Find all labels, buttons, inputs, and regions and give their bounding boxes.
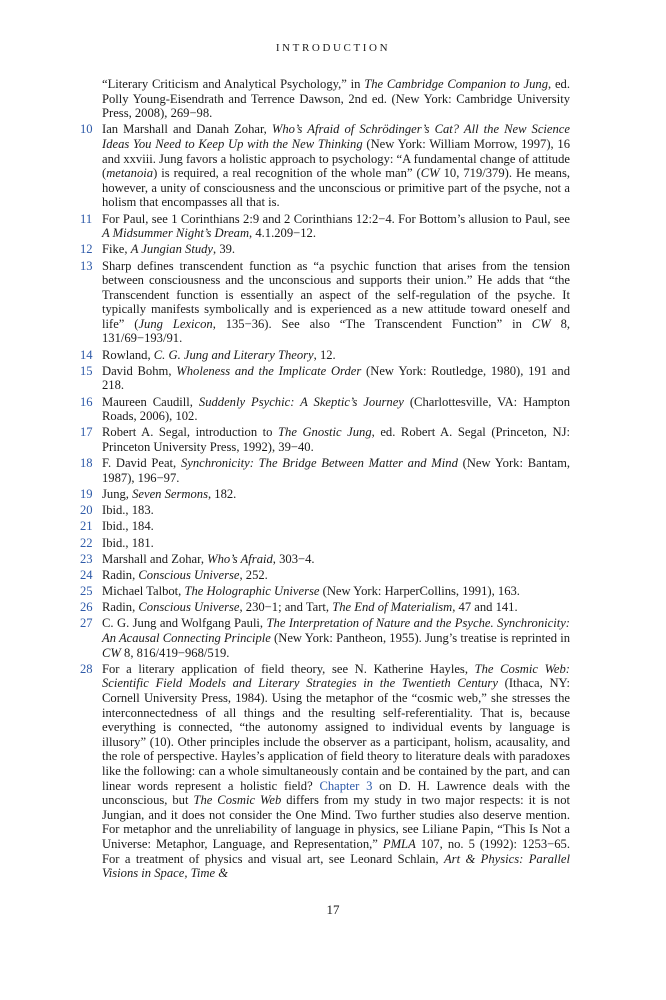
- note-text: , ed. Robert A. Segal (Princeton, NJ: Princeton University Press, 1992), 39−40.: [102, 425, 570, 454]
- endnote-number-link[interactable]: 23: [80, 551, 93, 566]
- endnote-24: [80, 568, 570, 583]
- note-text: (New York: William Morrow, 1997), 16 and xxviii. Jung favors a holistic approach to psychology: “A fundamental change of attitude (: [102, 136, 571, 181]
- endnote-number-link[interactable]: 19: [80, 486, 93, 501]
- italic-title: CW: [102, 645, 121, 660]
- note-text: Marshall and Zohar,: [102, 551, 208, 566]
- note-text: 8, 816/419−968/519.: [120, 645, 230, 660]
- endnote-number-link[interactable]: 28: [80, 661, 93, 676]
- note-text: Radin,: [102, 567, 139, 582]
- chapter-link[interactable]: Chapter 3: [319, 778, 373, 793]
- note-text: “Literary Criticism and Analytical Psychology,” in: [102, 77, 365, 91]
- endnote-12: [80, 242, 570, 257]
- note-text: (New York: Bantam, 1987), 196−97.: [102, 456, 571, 485]
- italic-title: Seven Sermons: [132, 486, 208, 501]
- endnote-number-link[interactable]: 11: [80, 211, 93, 226]
- note-text: , 135−36). See also “The Transcendent Function” in: [212, 316, 532, 331]
- note-text: , 47 and 141.: [452, 600, 518, 615]
- note-text: C. G. Jung and Wolfgang Pauli,: [102, 616, 267, 631]
- italic-title: Jung Lexicon: [138, 316, 213, 331]
- running-head: INTRODUCTION: [275, 42, 391, 54]
- italic-title: Suddenly Psychic: A Skeptic’s Journey: [198, 394, 404, 409]
- italic-title: C. G. Jung and Literary Theory: [153, 347, 314, 362]
- endnote-number-link[interactable]: 27: [80, 616, 93, 631]
- endnote-16: [80, 395, 570, 424]
- note-text: Ian Marshall and Danah Zohar,: [102, 122, 272, 137]
- note-text: For Paul, see 1 Corinthians 2:9 and 2 Corinthians 12:2−4. For Bottom’s allusion to Paul, see: [102, 211, 570, 226]
- endnote-number-link[interactable]: 22: [80, 535, 93, 550]
- endnote-14: [80, 348, 570, 363]
- note-text: , 252.: [239, 567, 268, 582]
- note-text: , 4.1.209−12.: [249, 226, 316, 241]
- endnote-25: [80, 584, 570, 599]
- note-text: Ibid., 183.: [102, 503, 154, 518]
- italic-title: The Cosmic Web: [193, 793, 282, 808]
- note-text: David Bohm,: [102, 363, 177, 378]
- endnote-18: [80, 456, 570, 485]
- note-text: 10, 719/379). He means, however, a unity of consciousness and the unconscious or primitive part of the psyche, not a holism that encompasses all that is.: [102, 166, 571, 210]
- endnote-17: [80, 425, 570, 454]
- italic-title: The Gnostic Jung: [278, 425, 372, 440]
- endnote-number-link[interactable]: 15: [80, 363, 93, 378]
- note-text: , 12.: [313, 347, 336, 362]
- endnote-number-link[interactable]: 14: [80, 347, 93, 362]
- italic-title: Synchronicity: The Bridge Between Matter and Mind: [180, 456, 458, 471]
- note-text: , 39.: [213, 242, 236, 257]
- italic-title: Conscious Universe: [138, 567, 240, 582]
- italic-title: The Cambridge Companion to Jung: [364, 77, 549, 91]
- endnote-number-link[interactable]: 24: [80, 567, 93, 582]
- note-text: Rowland,: [102, 347, 154, 362]
- note-text: , 182.: [207, 486, 237, 501]
- endnote-21: [80, 519, 570, 534]
- endnote-number-link[interactable]: 10: [80, 122, 93, 137]
- note-text: differs from my study in two major respects: it is not Jungian, and it does not consider the One Mind. Two further studies also deserve mention. For metaphor and the unreliability of language in physics, see Liliane Papin, “This Is Not a Universe: Metaphor, Language, and Representation,”: [102, 793, 570, 851]
- note-text: (New York: Pantheon, 1955). Jung’s treatise is reprinted in: [270, 631, 570, 646]
- endnote-number-link[interactable]: 26: [80, 600, 93, 615]
- endnote-26: [80, 600, 570, 615]
- endnote-10: [80, 122, 570, 210]
- note-text: (Ithaca, NY: Cornell University Press, 1984). Using the metaphor of the “cosmic web,” she stresses the interconnectedness of all things and the resulting self-referentiality. That is, because everything is connected, “the autonomy assigned to individual events by language is illusory” (10). Other principles include the observer as a participant, holism, acausality, and the role of perspective. Hayles’s application of field theory to literature deals with paradoxes like the following: can a whole simultaneously contain and be contained by the part, and can linear words represent a holistic field?: [102, 676, 570, 793]
- endnote-27: [80, 616, 570, 660]
- note-text: 107, no. 5 (1992): 1253−65. For a treatment of physics and visual art, see Leonard Schlain,: [102, 836, 570, 866]
- note-text: F. David Peat,: [102, 456, 181, 471]
- endnote-11: [80, 212, 570, 241]
- note-text: Jung,: [102, 486, 133, 501]
- italic-title: A Jungian Study: [130, 242, 214, 257]
- italic-title: PMLA: [382, 836, 416, 851]
- endnote-number-link[interactable]: 25: [80, 584, 93, 599]
- note-text: Sharp defines transcendent function as “a psychic function that arises from the tension between consciousness and the unconscious and supports their union.” He adds that “the Transcendent function is essentially an aspect of the self-regulation of the psyche. It typically manifests symbolically and is experienced as a new attitude toward oneself and life” (: [102, 258, 570, 331]
- note-text: , ed. Polly Young-Eisendrath and Terrence Dawson, 2nd ed. (New York: Cambridge University Press, 2008), 269−98.: [102, 77, 570, 121]
- endnote-23: [80, 552, 570, 567]
- endnote-19: [80, 487, 570, 502]
- note-text: Robert A. Segal, introduction to: [102, 425, 279, 440]
- note-text: Radin,: [102, 600, 139, 615]
- note-text: ) is required, a real recognition of the whole man” (: [153, 166, 421, 181]
- italic-title: The End of Materialism: [332, 600, 453, 615]
- note-text: , 303−4.: [272, 551, 315, 566]
- note-text: , 230−1; and Tart,: [239, 600, 333, 615]
- note-text: on D. H. Lawrence deals with the unconscious, but: [102, 778, 570, 808]
- endnote-continuation: [80, 77, 570, 121]
- endnote-28: [80, 662, 570, 881]
- note-text: (New York: HarperCollins, 1991), 163.: [319, 584, 520, 599]
- italic-title: Art & Physics: Parallel Visions in Space, Time &: [102, 851, 570, 881]
- endnote-number-link[interactable]: 21: [80, 519, 93, 534]
- italic-title: metanoia: [106, 166, 154, 181]
- endnote-number-link[interactable]: 20: [80, 503, 93, 518]
- note-text: For a literary application of field theory, see N. Katherine Hayles,: [102, 661, 475, 676]
- note-text: (New York: Routledge, 1980), 191 and 218.: [102, 363, 570, 393]
- italic-title: Who’s Afraid of Schrödinger’s Cat? All the New Science Ideas You Need to Keep Up with the New Thinking: [102, 122, 570, 151]
- endnote-number-link[interactable]: 16: [80, 394, 93, 409]
- endnote-number-link[interactable]: 12: [80, 242, 93, 257]
- endnote-number-link[interactable]: 18: [80, 456, 93, 471]
- endnote-15: [80, 364, 570, 393]
- note-text: Ibid., 181.: [102, 535, 154, 550]
- italic-title: CW: [531, 316, 551, 331]
- italic-title: CW: [420, 166, 440, 181]
- endnote-number-link[interactable]: 13: [80, 258, 93, 273]
- italic-title: Conscious Universe: [138, 600, 240, 615]
- italic-title: Who’s Afraid: [207, 551, 273, 566]
- note-text: (Charlottesville, VA: Hampton Roads, 2006), 102.: [102, 394, 570, 424]
- italic-title: The Cosmic Web: Scientific Field Models and Literary Strategies in the Twentieth Century: [102, 661, 570, 691]
- endnotes-list: [80, 77, 570, 882]
- page-number: 17: [326, 902, 340, 917]
- note-text: Fike,: [102, 242, 131, 257]
- endnote-22: [80, 536, 570, 551]
- endnote-20: [80, 503, 570, 518]
- note-text: Ibid., 184.: [102, 519, 154, 534]
- note-text: Maureen Caudill,: [102, 394, 199, 409]
- note-text: Michael Talbot,: [102, 584, 185, 599]
- italic-title: A Midsummer Night’s Dream: [102, 226, 250, 241]
- endnote-number-link[interactable]: 17: [80, 425, 93, 440]
- italic-title: The Interpretation of Nature and the Psyche. Synchronicity: An Acausal Connecting Principle: [102, 616, 570, 646]
- note-text: 8, 131/69−193/91.: [102, 316, 571, 346]
- endnote-13: [80, 259, 570, 347]
- italic-title: Wholeness and the Implicate Order: [176, 363, 362, 378]
- italic-title: The Holographic Universe: [184, 584, 320, 599]
